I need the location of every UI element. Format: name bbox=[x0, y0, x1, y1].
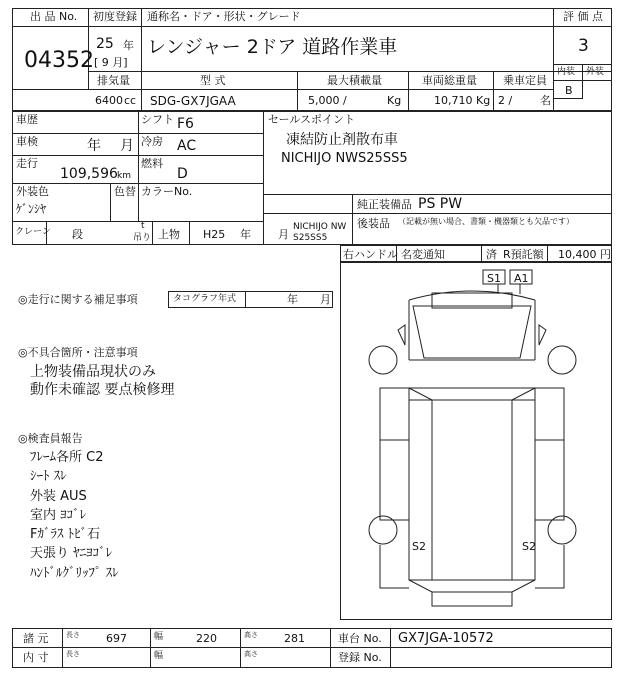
inspection-month: 月 bbox=[120, 138, 134, 154]
dims-label: 諸 元 bbox=[23, 632, 49, 645]
inspection-year: 年 bbox=[87, 138, 101, 154]
name-change-label: 名変通知 bbox=[401, 248, 445, 261]
color-no-label: カラーNo. bbox=[141, 185, 193, 198]
tacho-label: タコグラフ年式 bbox=[173, 294, 237, 304]
first-reg-label: 初度登録 bbox=[93, 10, 137, 23]
capacity-value: 5,000 / bbox=[308, 94, 347, 107]
lot-no: 04352 bbox=[24, 48, 94, 73]
ext-color-label: 外装色 bbox=[16, 185, 49, 198]
shift-label: シフト bbox=[141, 113, 174, 126]
ac-label: 冷房 bbox=[141, 135, 163, 148]
inspector-label: ◎検査員報告 bbox=[18, 432, 83, 445]
retrofit-label: 後装品 bbox=[357, 217, 390, 230]
grade-label: 評 価 点 bbox=[563, 10, 603, 23]
yen-unit: 円 bbox=[600, 248, 611, 261]
body-year: H25 bbox=[203, 228, 226, 241]
inspector-line: ﾌﾚｰﾑ各所 C2 bbox=[30, 450, 104, 465]
body-month: 月 bbox=[278, 228, 289, 241]
footer-block bbox=[12, 628, 612, 668]
height-value: 281 bbox=[284, 632, 305, 645]
mark-s1: S1 bbox=[487, 272, 501, 285]
mileage-unit: km bbox=[117, 171, 131, 181]
capacity-label: 最大積載量 bbox=[327, 74, 382, 87]
first-reg-year: 25 bbox=[96, 36, 114, 52]
lot-no-label: 出 品 No. bbox=[30, 10, 78, 23]
displacement: 6400 bbox=[95, 94, 123, 107]
inspection-label: 車検 bbox=[16, 135, 38, 148]
inner-dims-label: 内 寸 bbox=[23, 651, 49, 664]
capacity-unit: Kg bbox=[387, 94, 402, 107]
mileage-value: 109,596 bbox=[60, 166, 118, 182]
chassis-value: GX7JGA-10572 bbox=[398, 631, 494, 646]
interior-label: 内装 bbox=[557, 67, 576, 77]
crane-stage: 段 bbox=[72, 228, 83, 241]
inspector-line: 天張り ﾔﾆﾖｺﾞﾚ bbox=[30, 546, 113, 561]
inspector-line: 外装 AUS bbox=[30, 489, 87, 504]
inspector-line: ｼｰﾄ ｽﾚ bbox=[30, 469, 67, 484]
height-label: 高さ bbox=[244, 631, 258, 639]
body-model-1: NICHIJO NW bbox=[293, 222, 347, 232]
recycle-done: 済 bbox=[486, 248, 497, 261]
displacement-unit: cc bbox=[124, 94, 137, 107]
gross-unit: Kg bbox=[476, 94, 491, 107]
width-value: 220 bbox=[196, 632, 217, 645]
inspector-line: ﾊﾝﾄﾞﾙｸﾞﾘｯﾌﾟ ｽﾚ bbox=[30, 566, 119, 581]
passengers-unit: 名 bbox=[540, 94, 551, 107]
exterior-label: 外装 bbox=[586, 67, 605, 77]
crane-ton: t bbox=[141, 221, 145, 231]
year-unit: 年 bbox=[123, 39, 134, 52]
sales-point-label: セールスポイント bbox=[268, 113, 356, 126]
tacho-month: 月 bbox=[320, 293, 331, 306]
sales-point-line2: NICHIJO NWS25SS5 bbox=[281, 151, 408, 166]
width-label: 幅 bbox=[154, 632, 164, 642]
mileage-label: 走行 bbox=[16, 157, 38, 170]
chassis-label: 車台 No. bbox=[338, 632, 382, 645]
sales-point-line1: 凍結防止剤散布車 bbox=[286, 132, 398, 148]
rhd-label: 右ハンドル bbox=[343, 248, 398, 261]
passengers-label: 乗車定員 bbox=[503, 74, 547, 87]
ac-value: AC bbox=[177, 138, 197, 154]
gross-value: 10,710 bbox=[434, 94, 473, 107]
fuel-label: 燃料 bbox=[141, 157, 163, 170]
recycle-fee: 10,400 bbox=[558, 248, 597, 261]
shift-value: F6 bbox=[177, 116, 194, 132]
tacho-year: 年 bbox=[287, 293, 298, 306]
damage-diagram-frame bbox=[340, 262, 612, 620]
model-code: SDG-GX7JGAA bbox=[150, 94, 236, 108]
crane-label: クレーン bbox=[15, 227, 51, 237]
defect-label: ◎不具合箇所・注意事項 bbox=[18, 346, 138, 359]
inspector-line: 室内 ﾖｺﾞﾚ bbox=[30, 508, 87, 523]
history-label: 車歴 bbox=[16, 113, 38, 126]
length-label: 長さ bbox=[66, 631, 80, 639]
defect-line1: 上物装備品現状のみ bbox=[30, 364, 156, 380]
inner-width-label: 幅 bbox=[154, 651, 164, 661]
body-year-unit: 年 bbox=[240, 228, 251, 241]
body-model-2: S25SS5 bbox=[293, 233, 328, 243]
body-label: 上物 bbox=[158, 228, 180, 241]
defect-line2: 動作未確認 要点検修理 bbox=[30, 382, 175, 398]
passengers-value: 2 / bbox=[498, 94, 513, 107]
displacement-label: 排気量 bbox=[97, 74, 130, 87]
crane-lift: 吊り bbox=[133, 233, 152, 243]
gross-label: 車両総重量 bbox=[422, 74, 477, 87]
first-reg-month: [ 9 月] bbox=[94, 56, 128, 69]
grade-value: 3 bbox=[578, 36, 589, 56]
equipment-value: PS PW bbox=[418, 196, 463, 212]
model-name: レンジャー 2ドア 道路作業車 bbox=[147, 36, 398, 58]
model-label: 型 式 bbox=[200, 74, 226, 87]
running-notes-label: ◎走行に関する補足事項 bbox=[18, 293, 138, 306]
reg-no-label: 登録 No. bbox=[338, 651, 382, 664]
length-value: 697 bbox=[106, 632, 127, 645]
color-change-label: 色替 bbox=[114, 185, 136, 198]
inspector-line: Fｶﾞﾗｽ ﾄﾋﾞ石 bbox=[30, 527, 101, 542]
equipment-label: 純正装備品 bbox=[357, 198, 412, 211]
mark-s2-left: S2 bbox=[412, 540, 426, 553]
mark-s2-right: S2 bbox=[522, 540, 536, 553]
inner-length-label: 長さ bbox=[66, 650, 80, 658]
retrofit-note: （記載が無い場合、書類・機器類とも欠品です） bbox=[398, 217, 574, 226]
model-name-label: 通称名・ドア・形状・グレード bbox=[147, 10, 301, 23]
inner-height-label: 高さ bbox=[244, 650, 258, 658]
mark-a1: A1 bbox=[514, 272, 529, 285]
interior-grade: B bbox=[565, 84, 573, 97]
recycle-fee-label: R預託額 bbox=[503, 248, 544, 261]
fuel-value: D bbox=[177, 166, 188, 182]
ext-color-value: ｹﾞﾝｼﾔ bbox=[16, 202, 47, 216]
